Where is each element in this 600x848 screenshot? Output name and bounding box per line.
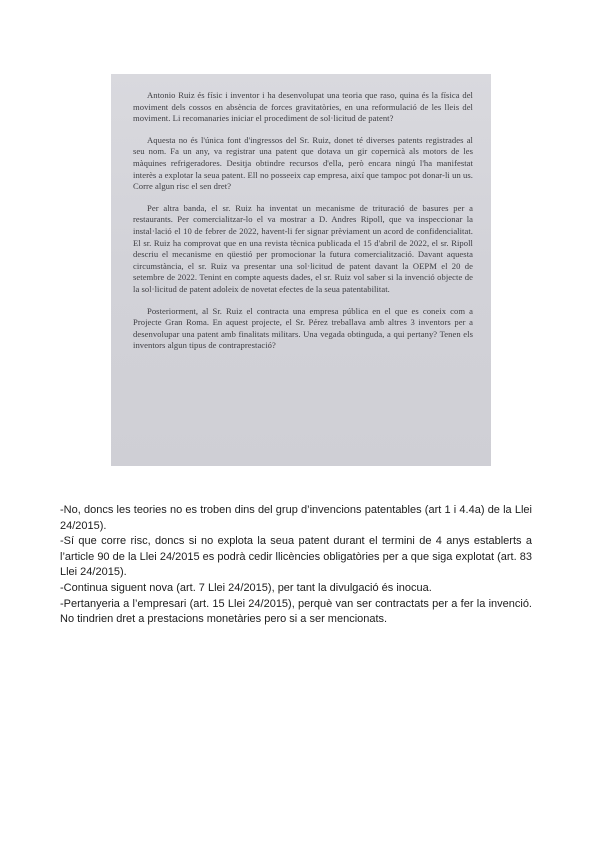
question-paragraph: Antonio Ruiz és físic i inventor i ha desenvolupat una teoria que raso, quina és la física del moviment dels cossos en absència de forces gravitatòries, en una reformulació de les lleis del moviment. Li recomanaries iniciar el procediment de sol·licitud de patent?	[133, 90, 473, 124]
answer-paragraph: -Sí que corre risc, doncs si no explota la seua patent durant el termini de 4 anys establerts a l’article 90 de la Llei 24/2015 es podrà cedir llicències obligatòries per a que siga explotat (art. 83 Llei 24/2015).	[60, 535, 532, 579]
answer-paragraph: -Pertanyeria a l’empresari (art. 15 Llei 24/2015), perquè van ser contractats per a fer la invenció. No tindrien dret a prestacions monetàries pero si a ser mencionats.	[60, 597, 532, 626]
answers-section	[60, 503, 532, 628]
answer-paragraph: -No, doncs les teories no es troben dins del grup d’invencions patentables (art 1 i 4.4a) de la Llei 24/2015).	[60, 504, 532, 532]
scanned-question-photo	[111, 74, 491, 466]
question-paragraph: Posteriorment, al Sr. Ruiz el contracta una empresa pública en el que es coneix com a Projecte Gran Roma. En aquest projecte, el Sr. Pérez treballava amb altres 3 inventors per a desenvolupar una patent amb finalitats militars. Una vegada obtinguda, a qui pertany? Tenen els inventors algun tipus de contraprestació?	[133, 305, 473, 351]
scanned-question-text	[133, 90, 473, 362]
answer-paragraph: -Continua siguent nova (art. 7 Llei 24/2015), per tant la divulgació és inocua.	[60, 581, 432, 594]
question-paragraph: Per altra banda, el sr. Ruiz ha inventat un mecanisme de trituració de basures per a restaurants. Per comercialitzar-lo el va mostrar a D. Andres Ripoll, que va inspeccionar la instal·lació el 10 de febrer de 2022, havent-li fer signar prèviament un acord de confidencialitat. El sr. Ruiz ha comprovat que en una revista tècnica publicada el 15 d'abril de 2022, el sr. Ripoll descriu el mecanisme en qüestió per promocionar la futura comercialització. Davant aquesta circumstància, el sr. Ruiz va presentar una sol·licitud de patent davant la OEPM el 20 de setembre de 2022. Tenint en compte aquests dades, el sr. Ruiz vol saber si la invenció objecte de la sol·licitud de patent adoleix de novetat efectes de la seua patentabilitat.	[133, 202, 473, 294]
question-paragraph: Aquesta no és l'única font d'ingressos del Sr. Ruiz, donet té diverses patents registrades al seu nom. Fa un any, va registrar una patent que dotava un gir copernicà als motors de les màquines refrigeradores. Desitja obtindre recursos d'ella, però encara ningú l'ha manifestat interès a explotar la seua patent. Ell no posseeix cap empresa, així que tampoc pot donar-li un us. Corre algun risc el sen dret?	[133, 134, 473, 192]
